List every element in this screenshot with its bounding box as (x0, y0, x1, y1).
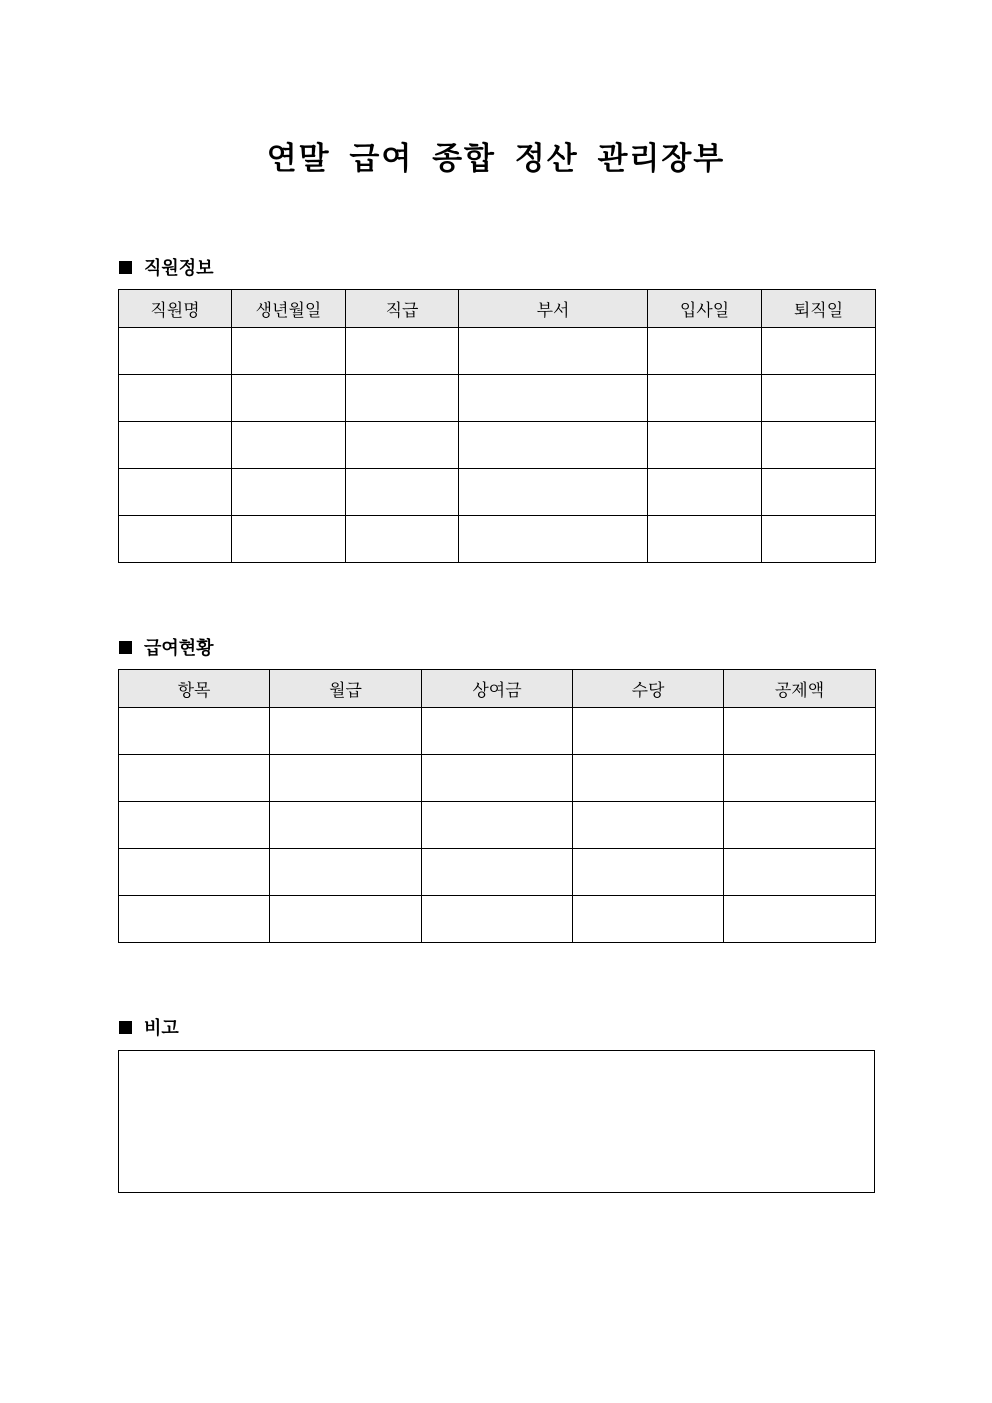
table-cell[interactable] (762, 422, 876, 469)
square-bullet-icon (119, 261, 132, 274)
table-cell[interactable] (459, 422, 648, 469)
table-cell[interactable] (119, 422, 232, 469)
table-cell[interactable] (648, 469, 762, 516)
table-cell[interactable] (119, 802, 270, 849)
column-header-item: 항목 (119, 670, 270, 708)
table-cell[interactable] (232, 516, 346, 563)
table-cell[interactable] (346, 422, 459, 469)
table-cell[interactable] (648, 375, 762, 422)
table-cell[interactable] (762, 375, 876, 422)
table-row (119, 708, 876, 755)
table-cell[interactable] (270, 896, 422, 943)
table-cell[interactable] (119, 896, 270, 943)
table-cell[interactable] (573, 896, 724, 943)
square-bullet-icon (119, 1021, 132, 1034)
table-cell[interactable] (346, 328, 459, 375)
table-cell[interactable] (119, 708, 270, 755)
table-header-row (119, 670, 876, 708)
table-cell[interactable] (648, 422, 762, 469)
table-cell[interactable] (762, 516, 876, 563)
column-header-monthly-pay: 월급 (270, 670, 422, 708)
table-cell[interactable] (119, 516, 232, 563)
table-cell[interactable] (270, 708, 422, 755)
remarks-section-title: 비고 (144, 1018, 179, 1039)
table-cell[interactable] (724, 755, 876, 802)
table-cell[interactable] (762, 469, 876, 516)
employee-section-title: 직원정보 (144, 258, 214, 279)
document-title: 연말 급여 종합 정산 관리장부 (266, 141, 726, 177)
table-cell[interactable] (573, 708, 724, 755)
table-row (119, 375, 876, 422)
table-cell[interactable] (724, 802, 876, 849)
table-cell[interactable] (232, 328, 346, 375)
table-cell[interactable] (119, 849, 270, 896)
column-header-department: 부서 (459, 290, 648, 328)
column-header-name: 직원명 (119, 290, 232, 328)
table-cell[interactable] (724, 849, 876, 896)
column-header-birthdate: 생년월일 (232, 290, 346, 328)
table-cell[interactable] (459, 516, 648, 563)
table-cell[interactable] (119, 469, 232, 516)
table-row (119, 469, 876, 516)
table-cell[interactable] (724, 896, 876, 943)
table-row (119, 516, 876, 563)
table-cell[interactable] (573, 849, 724, 896)
table-header-row (119, 290, 876, 328)
column-header-allowance: 수당 (573, 670, 724, 708)
column-header-leave-date: 퇴직일 (762, 290, 876, 328)
table-cell[interactable] (573, 802, 724, 849)
table-cell[interactable] (119, 755, 270, 802)
table-cell[interactable] (232, 422, 346, 469)
table-row (119, 896, 876, 943)
table-cell[interactable] (762, 328, 876, 375)
table-cell[interactable] (422, 849, 573, 896)
table-cell[interactable] (422, 708, 573, 755)
table-row (119, 849, 876, 896)
salary-section-title: 급여현황 (144, 638, 214, 659)
employee-section-heading (119, 254, 214, 280)
table-cell[interactable] (232, 469, 346, 516)
table-cell[interactable] (232, 375, 346, 422)
column-header-bonus: 상여금 (422, 670, 573, 708)
table-row (119, 328, 876, 375)
column-header-deduction: 공제액 (724, 670, 876, 708)
table-cell[interactable] (422, 755, 573, 802)
table-cell[interactable] (422, 896, 573, 943)
remarks-section-heading (119, 1014, 179, 1040)
table-cell[interactable] (459, 469, 648, 516)
table-cell[interactable] (270, 755, 422, 802)
column-header-position: 직급 (346, 290, 459, 328)
remarks-box[interactable] (118, 1050, 875, 1193)
table-row (119, 802, 876, 849)
table-cell[interactable] (459, 375, 648, 422)
salary-status-table (118, 669, 876, 943)
table-cell[interactable] (459, 328, 648, 375)
table-row (119, 755, 876, 802)
employee-info-table (118, 289, 876, 563)
table-cell[interactable] (724, 708, 876, 755)
table-cell[interactable] (270, 849, 422, 896)
table-cell[interactable] (346, 516, 459, 563)
table-cell[interactable] (119, 375, 232, 422)
table-cell[interactable] (648, 516, 762, 563)
table-cell[interactable] (346, 469, 459, 516)
square-bullet-icon (119, 641, 132, 654)
table-cell[interactable] (346, 375, 459, 422)
table-cell[interactable] (648, 328, 762, 375)
table-row (119, 422, 876, 469)
salary-section-heading (119, 634, 214, 660)
table-cell[interactable] (119, 328, 232, 375)
table-cell[interactable] (422, 802, 573, 849)
column-header-hire-date: 입사일 (648, 290, 762, 328)
table-cell[interactable] (270, 802, 422, 849)
table-cell[interactable] (573, 755, 724, 802)
